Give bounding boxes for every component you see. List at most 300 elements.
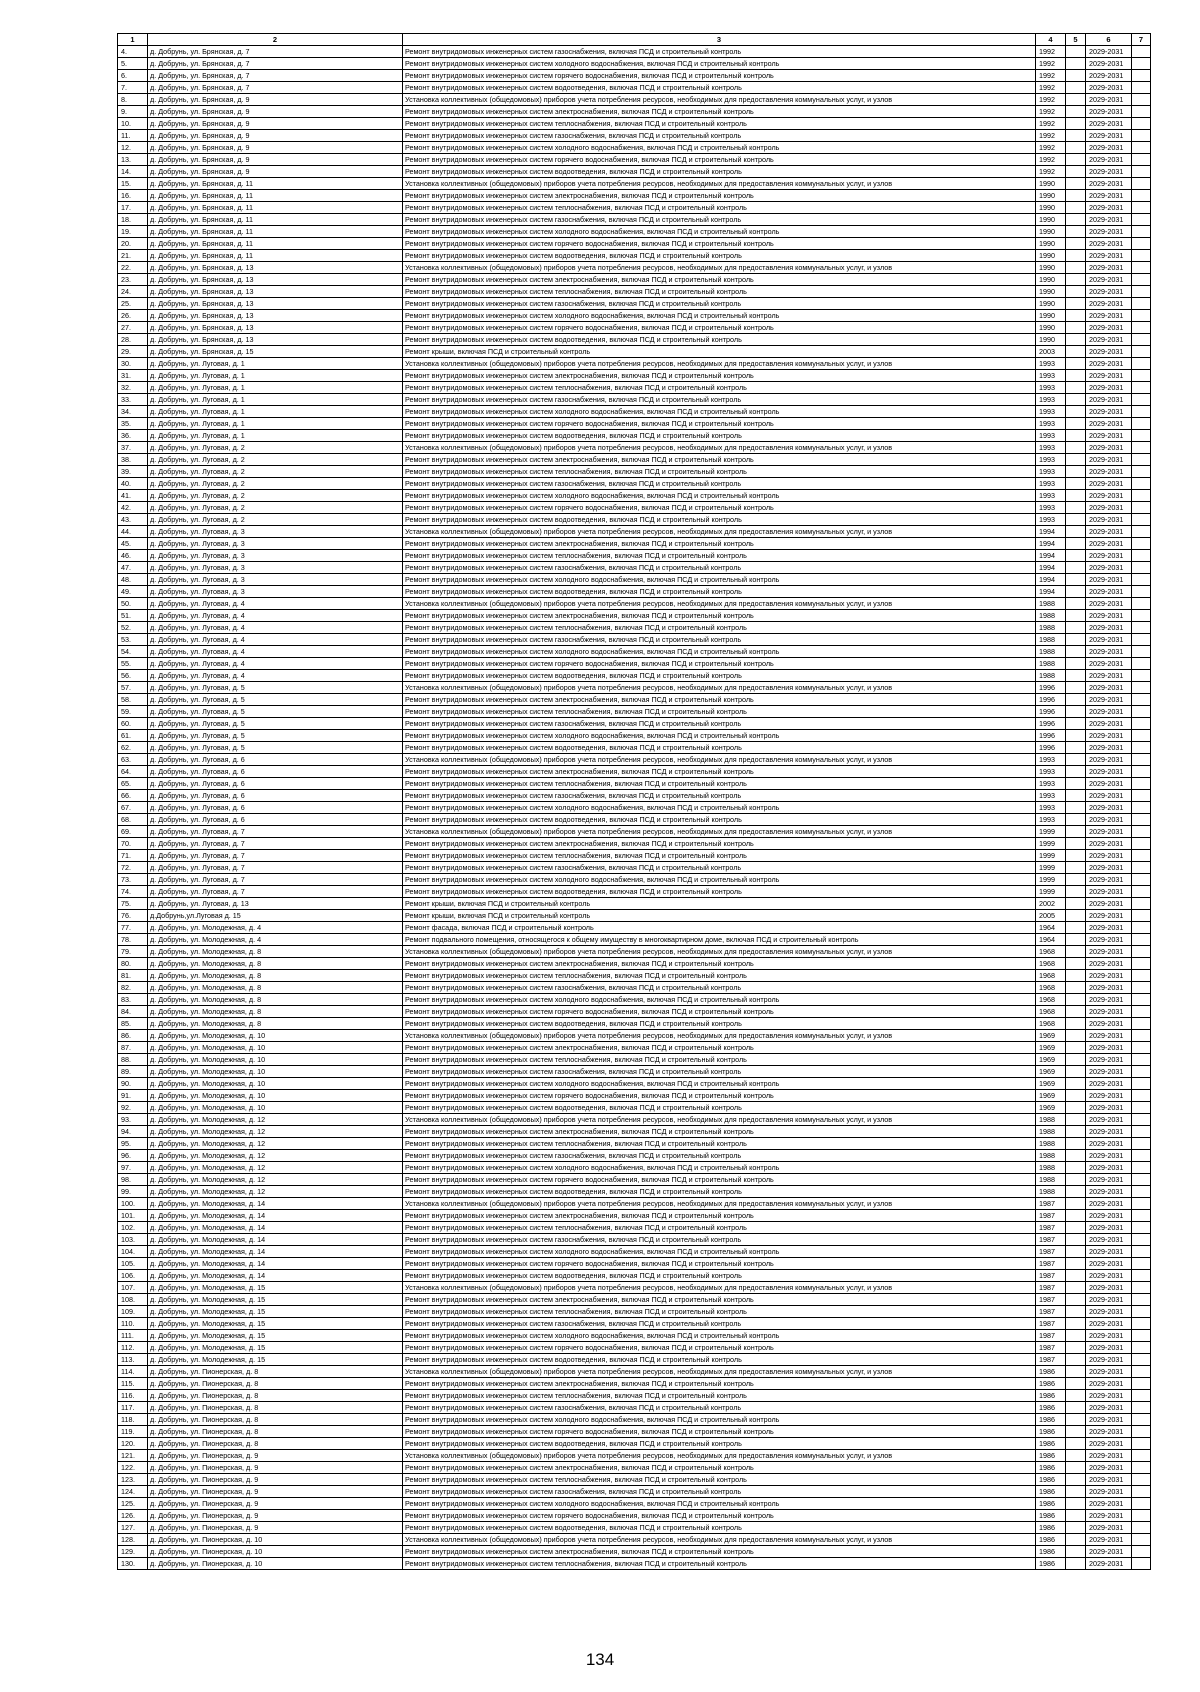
- table-row: [118, 958, 1151, 970]
- address-cell: д. Добрунь, ул. Луговая, д. 5: [148, 718, 403, 730]
- work-description-cell: Ремонт внутридомовых инженерных систем газоснабжения, включая ПСД и строительный контроль: [403, 298, 1036, 310]
- period-cell: 2029-2031: [1086, 418, 1132, 430]
- build-year-cell: 1992: [1036, 154, 1066, 166]
- row-number-cell: 100.: [118, 1198, 148, 1210]
- row-number-cell: 104.: [118, 1246, 148, 1258]
- build-year-cell: 1987: [1036, 1222, 1066, 1234]
- build-year-cell: 1986: [1036, 1486, 1066, 1498]
- table-row: [118, 934, 1151, 946]
- address-cell: д. Добрунь, ул. Молодежная, д. 15: [148, 1342, 403, 1354]
- table-row: [118, 106, 1151, 118]
- table-row: [118, 1450, 1151, 1462]
- work-description-cell: Ремонт фасада, включая ПСД и строительный контроль: [403, 922, 1036, 934]
- row-number-cell: 9.: [118, 106, 148, 118]
- period-cell: 2029-2031: [1086, 226, 1132, 238]
- table-row: [118, 1270, 1151, 1282]
- work-description-cell: Установка коллективных (общедомовых) приборов учета потребления ресурсов, необходимых для предоставления коммунальных услуг, и узлов: [403, 442, 1036, 454]
- address-cell: д. Добрунь, ул. Луговая, д. 4: [148, 610, 403, 622]
- build-year-cell: 1988: [1036, 634, 1066, 646]
- row-number-cell: 64.: [118, 766, 148, 778]
- col-7-cell: [1132, 1318, 1151, 1330]
- col-5-cell: [1066, 586, 1086, 598]
- col-7-cell: [1132, 1306, 1151, 1318]
- build-year-cell: 1968: [1036, 958, 1066, 970]
- col-5-cell: [1066, 970, 1086, 982]
- table-row: [118, 358, 1151, 370]
- col-7-cell: [1132, 130, 1151, 142]
- period-cell: 2029-2031: [1086, 106, 1132, 118]
- address-cell: д. Добрунь, ул. Брянская, д. 9: [148, 106, 403, 118]
- col-5-cell: [1066, 382, 1086, 394]
- work-description-cell: Ремонт внутридомовых инженерных систем газоснабжения, включая ПСД и строительный контроль: [403, 982, 1036, 994]
- col-5-cell: [1066, 1126, 1086, 1138]
- work-description-cell: Ремонт внутридомовых инженерных систем холодного водоснабжения, включая ПСД и строительный контроль: [403, 1246, 1036, 1258]
- col-7-cell: [1132, 1090, 1151, 1102]
- row-number-cell: 6.: [118, 70, 148, 82]
- build-year-cell: 1993: [1036, 514, 1066, 526]
- address-cell: д. Добрунь, ул. Молодежная, д. 14: [148, 1222, 403, 1234]
- col-5-cell: [1066, 1426, 1086, 1438]
- period-cell: 2029-2031: [1086, 1462, 1132, 1474]
- build-year-cell: 1987: [1036, 1282, 1066, 1294]
- address-cell: д. Добрунь, ул. Молодежная, д. 12: [148, 1126, 403, 1138]
- table-row: [118, 442, 1151, 454]
- address-cell: д. Добрунь, ул. Молодежная, д. 12: [148, 1186, 403, 1198]
- table-row: [118, 418, 1151, 430]
- row-number-cell: 12.: [118, 142, 148, 154]
- period-cell: 2029-2031: [1086, 706, 1132, 718]
- work-description-cell: Ремонт внутридомовых инженерных систем теплоснабжения, включая ПСД и строительный контроль: [403, 1474, 1036, 1486]
- address-cell: д. Добрунь, ул. Молодежная, д. 15: [148, 1330, 403, 1342]
- build-year-cell: 1992: [1036, 166, 1066, 178]
- table-row: [118, 130, 1151, 142]
- col-7-cell: [1132, 1486, 1151, 1498]
- work-description-cell: Ремонт внутридомовых инженерных систем электроснабжения, включая ПСД и строительный контроль: [403, 190, 1036, 202]
- period-cell: 2029-2031: [1086, 214, 1132, 226]
- col-5-cell: [1066, 550, 1086, 562]
- address-cell: д. Добрунь, ул. Брянская, д. 13: [148, 334, 403, 346]
- period-cell: 2029-2031: [1086, 1390, 1132, 1402]
- col-5-cell: [1066, 874, 1086, 886]
- col-5-cell: [1066, 514, 1086, 526]
- work-description-cell: Ремонт внутридомовых инженерных систем горячего водоснабжения, включая ПСД и строительный контроль: [403, 1258, 1036, 1270]
- col-7-cell: [1132, 970, 1151, 982]
- col-7-cell: [1132, 1114, 1151, 1126]
- table-row: [118, 262, 1151, 274]
- col-7-cell: [1132, 574, 1151, 586]
- period-cell: 2029-2031: [1086, 886, 1132, 898]
- period-cell: 2029-2031: [1086, 922, 1132, 934]
- build-year-cell: 1992: [1036, 46, 1066, 58]
- row-number-cell: 117.: [118, 1402, 148, 1414]
- col-7-cell: [1132, 106, 1151, 118]
- address-cell: д. Добрунь, ул. Луговая, д. 4: [148, 634, 403, 646]
- work-description-cell: Ремонт внутридомовых инженерных систем электроснабжения, включая ПСД и строительный контроль: [403, 766, 1036, 778]
- address-cell: д. Добрунь, ул. Пионерская, д. 9: [148, 1522, 403, 1534]
- col-7-cell: [1132, 1426, 1151, 1438]
- build-year-cell: 1988: [1036, 598, 1066, 610]
- address-cell: д. Добрунь, ул. Луговая, д. 2: [148, 514, 403, 526]
- address-cell: д. Добрунь, ул. Молодежная, д. 8: [148, 982, 403, 994]
- row-number-cell: 49.: [118, 586, 148, 598]
- build-year-cell: 1988: [1036, 1174, 1066, 1186]
- work-description-cell: Ремонт внутридомовых инженерных систем холодного водоснабжения, включая ПСД и строительный контроль: [403, 730, 1036, 742]
- col-5-cell: [1066, 1258, 1086, 1270]
- col-5-cell: [1066, 718, 1086, 730]
- work-description-cell: Ремонт внутридомовых инженерных систем водоотведения, включая ПСД и строительный контроль: [403, 250, 1036, 262]
- col-7-cell: [1132, 598, 1151, 610]
- build-year-cell: 1988: [1036, 1162, 1066, 1174]
- col-7-cell: [1132, 274, 1151, 286]
- address-cell: д. Добрунь, ул. Луговая, д. 1: [148, 358, 403, 370]
- col-7-cell: [1132, 418, 1151, 430]
- period-cell: 2029-2031: [1086, 442, 1132, 454]
- work-description-cell: Установка коллективных (общедомовых) приборов учета потребления ресурсов, необходимых для предоставления коммунальных услуг, и узлов: [403, 1282, 1036, 1294]
- build-year-cell: 1968: [1036, 946, 1066, 958]
- table-row: [118, 1198, 1151, 1210]
- build-year-cell: 1993: [1036, 418, 1066, 430]
- table-row: [118, 478, 1151, 490]
- build-year-cell: 1987: [1036, 1330, 1066, 1342]
- period-cell: 2029-2031: [1086, 934, 1132, 946]
- period-cell: 2029-2031: [1086, 874, 1132, 886]
- col-5-cell: [1066, 58, 1086, 70]
- period-cell: 2029-2031: [1086, 958, 1132, 970]
- period-cell: 2029-2031: [1086, 850, 1132, 862]
- build-year-cell: 1993: [1036, 442, 1066, 454]
- col-5-cell: [1066, 634, 1086, 646]
- col-7-cell: [1132, 1534, 1151, 1546]
- work-description-cell: Ремонт внутридомовых инженерных систем газоснабжения, включая ПСД и строительный контроль: [403, 1150, 1036, 1162]
- col-7-cell: [1132, 1510, 1151, 1522]
- period-cell: 2029-2031: [1086, 1210, 1132, 1222]
- row-number-cell: 84.: [118, 1006, 148, 1018]
- address-cell: д. Добрунь, ул. Луговая, д. 4: [148, 670, 403, 682]
- table-row: [118, 814, 1151, 826]
- col-5-cell: [1066, 274, 1086, 286]
- row-number-cell: 99.: [118, 1186, 148, 1198]
- address-cell: д. Добрунь, ул. Луговая, д. 6: [148, 778, 403, 790]
- col-7-cell: [1132, 1378, 1151, 1390]
- col-5-cell: [1066, 166, 1086, 178]
- col-7-cell: [1132, 946, 1151, 958]
- period-cell: 2029-2031: [1086, 1258, 1132, 1270]
- address-cell: д. Добрунь, ул. Луговая, д. 7: [148, 826, 403, 838]
- col-5-cell: [1066, 190, 1086, 202]
- build-year-cell: 1964: [1036, 934, 1066, 946]
- work-description-cell: Ремонт внутридомовых инженерных систем холодного водоснабжения, включая ПСД и строительный контроль: [403, 1498, 1036, 1510]
- build-year-cell: 1994: [1036, 562, 1066, 574]
- address-cell: д. Добрунь, ул. Молодежная, д. 15: [148, 1354, 403, 1366]
- col-5-cell: [1066, 562, 1086, 574]
- col-7-cell: [1132, 550, 1151, 562]
- period-cell: 2029-2031: [1086, 430, 1132, 442]
- build-year-cell: 1993: [1036, 790, 1066, 802]
- build-year-cell: 1990: [1036, 250, 1066, 262]
- period-cell: 2029-2031: [1086, 1114, 1132, 1126]
- col-7-cell: [1132, 490, 1151, 502]
- period-cell: 2029-2031: [1086, 1186, 1132, 1198]
- work-description-cell: Ремонт внутридомовых инженерных систем теплоснабжения, включая ПСД и строительный контроль: [403, 550, 1036, 562]
- col-5-cell: [1066, 466, 1086, 478]
- table-row: [118, 94, 1151, 106]
- build-year-cell: 1987: [1036, 1234, 1066, 1246]
- col-7-cell: [1132, 334, 1151, 346]
- work-description-cell: Ремонт внутридомовых инженерных систем холодного водоснабжения, включая ПСД и строительный контроль: [403, 1078, 1036, 1090]
- table-row: [118, 1018, 1151, 1030]
- col-7-cell: [1132, 718, 1151, 730]
- address-cell: д. Добрунь, ул. Пионерская, д. 9: [148, 1450, 403, 1462]
- address-cell: д. Добрунь, ул. Брянская, д. 7: [148, 46, 403, 58]
- period-cell: 2029-2031: [1086, 190, 1132, 202]
- period-cell: 2029-2031: [1086, 406, 1132, 418]
- col-5-cell: [1066, 1078, 1086, 1090]
- row-number-cell: 51.: [118, 610, 148, 622]
- build-year-cell: 1988: [1036, 1114, 1066, 1126]
- table-row: [118, 1030, 1151, 1042]
- row-number-cell: 118.: [118, 1414, 148, 1426]
- col-5-cell: [1066, 694, 1086, 706]
- col-7-cell: [1132, 646, 1151, 658]
- work-description-cell: Установка коллективных (общедомовых) приборов учета потребления ресурсов, необходимых для предоставления коммунальных услуг, и узлов: [403, 1366, 1036, 1378]
- work-description-cell: Ремонт внутридомовых инженерных систем горячего водоснабжения, включая ПСД и строительный контроль: [403, 1342, 1036, 1354]
- table-row: [118, 1234, 1151, 1246]
- address-cell: д. Добрунь, ул. Луговая, д. 1: [148, 394, 403, 406]
- build-year-cell: 2003: [1036, 346, 1066, 358]
- table-row: [118, 1078, 1151, 1090]
- address-cell: д. Добрунь, ул. Луговая, д. 7: [148, 874, 403, 886]
- build-year-cell: 1992: [1036, 82, 1066, 94]
- build-year-cell: 1987: [1036, 1342, 1066, 1354]
- work-description-cell: Ремонт внутридомовых инженерных систем теплоснабжения, включая ПСД и строительный контроль: [403, 1390, 1036, 1402]
- table-row: [118, 826, 1151, 838]
- build-year-cell: 1986: [1036, 1426, 1066, 1438]
- address-cell: д. Добрунь, ул. Луговая, д. 6: [148, 814, 403, 826]
- address-cell: д. Добрунь, ул. Молодежная, д. 14: [148, 1258, 403, 1270]
- period-cell: 2029-2031: [1086, 838, 1132, 850]
- table-row: [118, 310, 1151, 322]
- period-cell: 2029-2031: [1086, 994, 1132, 1006]
- address-cell: д. Добрунь, ул. Брянская, д. 9: [148, 94, 403, 106]
- build-year-cell: 1987: [1036, 1270, 1066, 1282]
- col-7-cell: [1132, 586, 1151, 598]
- col-5-cell: [1066, 1102, 1086, 1114]
- build-year-cell: 1987: [1036, 1294, 1066, 1306]
- row-number-cell: 113.: [118, 1354, 148, 1366]
- row-number-cell: 27.: [118, 322, 148, 334]
- work-description-cell: Ремонт внутридомовых инженерных систем электроснабжения, включая ПСД и строительный контроль: [403, 1462, 1036, 1474]
- period-cell: 2029-2031: [1086, 1222, 1132, 1234]
- col-7-cell: [1132, 286, 1151, 298]
- address-cell: д. Добрунь, ул. Луговая, д. 3: [148, 586, 403, 598]
- table-row: [118, 166, 1151, 178]
- period-cell: 2029-2031: [1086, 1546, 1132, 1558]
- work-description-cell: Ремонт внутридомовых инженерных систем холодного водоснабжения, включая ПСД и строительный контроль: [403, 1414, 1036, 1426]
- address-cell: д. Добрунь, ул. Пионерская, д. 8: [148, 1414, 403, 1426]
- table-header-row: [118, 34, 1151, 46]
- table-row: [118, 874, 1151, 886]
- address-cell: д. Добрунь, ул. Луговая, д. 3: [148, 550, 403, 562]
- build-year-cell: 1969: [1036, 1054, 1066, 1066]
- table-row: [118, 886, 1151, 898]
- col-7-cell: [1132, 118, 1151, 130]
- row-number-cell: 96.: [118, 1150, 148, 1162]
- work-description-cell: Ремонт внутридомовых инженерных систем газоснабжения, включая ПСД и строительный контроль: [403, 562, 1036, 574]
- col-7-cell: [1132, 562, 1151, 574]
- table-row: [118, 142, 1151, 154]
- col-5-cell: [1066, 1342, 1086, 1354]
- build-year-cell: 1987: [1036, 1210, 1066, 1222]
- work-description-cell: Ремонт внутридомовых инженерных систем горячего водоснабжения, включая ПСД и строительный контроль: [403, 1090, 1036, 1102]
- build-year-cell: 1988: [1036, 658, 1066, 670]
- table-row: [118, 1114, 1151, 1126]
- work-description-cell: Ремонт внутридомовых инженерных систем водоотведения, включая ПСД и строительный контроль: [403, 514, 1036, 526]
- address-cell: д. Добрунь, ул. Молодежная, д. 14: [148, 1198, 403, 1210]
- address-cell: д. Добрунь, ул. Луговая, д. 5: [148, 694, 403, 706]
- col-7-cell: [1132, 622, 1151, 634]
- col-5-cell: [1066, 910, 1086, 922]
- address-cell: д. Добрунь, ул. Луговая, д. 2: [148, 454, 403, 466]
- address-cell: д. Добрунь, ул. Пионерская, д. 10: [148, 1534, 403, 1546]
- col-7-cell: [1132, 1270, 1151, 1282]
- table-row: [118, 226, 1151, 238]
- address-cell: д. Добрунь, ул. Луговая, д. 3: [148, 574, 403, 586]
- row-number-cell: 26.: [118, 310, 148, 322]
- table-row: [118, 1390, 1151, 1402]
- row-number-cell: 61.: [118, 730, 148, 742]
- col-5-cell: [1066, 1222, 1086, 1234]
- build-year-cell: 1968: [1036, 994, 1066, 1006]
- period-cell: 2029-2031: [1086, 1438, 1132, 1450]
- period-cell: 2029-2031: [1086, 1306, 1132, 1318]
- period-cell: 2029-2031: [1086, 562, 1132, 574]
- col-5-cell: [1066, 670, 1086, 682]
- work-description-cell: Ремонт внутридомовых инженерных систем водоотведения, включая ПСД и строительный контроль: [403, 1522, 1036, 1534]
- build-year-cell: 1990: [1036, 298, 1066, 310]
- period-cell: 2029-2031: [1086, 394, 1132, 406]
- row-number-cell: 68.: [118, 814, 148, 826]
- col-7-cell: [1132, 958, 1151, 970]
- build-year-cell: 1988: [1036, 1150, 1066, 1162]
- build-year-cell: 1993: [1036, 778, 1066, 790]
- col-5-cell: [1066, 358, 1086, 370]
- table-row: [118, 502, 1151, 514]
- period-cell: 2029-2031: [1086, 1426, 1132, 1438]
- col-5-cell: [1066, 1318, 1086, 1330]
- col-7-cell: [1132, 394, 1151, 406]
- col-5-cell: [1066, 1438, 1086, 1450]
- work-description-cell: Ремонт внутридомовых инженерных систем водоотведения, включая ПСД и строительный контроль: [403, 1438, 1036, 1450]
- table-row: [118, 322, 1151, 334]
- table-row: [118, 634, 1151, 646]
- table-row: [118, 778, 1151, 790]
- build-year-cell: 1969: [1036, 1090, 1066, 1102]
- period-cell: 2029-2031: [1086, 1378, 1132, 1390]
- table-row: [118, 1342, 1151, 1354]
- period-cell: 2029-2031: [1086, 370, 1132, 382]
- col-7-cell: [1132, 994, 1151, 1006]
- col-5-cell: [1066, 1450, 1086, 1462]
- work-description-cell: Ремонт внутридомовых инженерных систем газоснабжения, включая ПСД и строительный контроль: [403, 214, 1036, 226]
- build-year-cell: 1992: [1036, 130, 1066, 142]
- row-number-cell: 13.: [118, 154, 148, 166]
- work-description-cell: Ремонт внутридомовых инженерных систем электроснабжения, включая ПСД и строительный контроль: [403, 1294, 1036, 1306]
- work-description-cell: Ремонт внутридомовых инженерных систем теплоснабжения, включая ПСД и строительный контроль: [403, 622, 1036, 634]
- work-description-cell: Ремонт подвального помещения, относящегося к общему имуществу в многоквартирном доме, включая ПСД и строительный контроль: [403, 934, 1036, 946]
- build-year-cell: 1999: [1036, 838, 1066, 850]
- work-description-cell: Ремонт внутридомовых инженерных систем газоснабжения, включая ПСД и строительный контроль: [403, 1402, 1036, 1414]
- table-row: [118, 1222, 1151, 1234]
- table-row: [118, 1330, 1151, 1342]
- row-number-cell: 110.: [118, 1318, 148, 1330]
- build-year-cell: 1994: [1036, 574, 1066, 586]
- work-description-cell: Ремонт внутридомовых инженерных систем газоснабжения, включая ПСД и строительный контроль: [403, 1486, 1036, 1498]
- row-number-cell: 86.: [118, 1030, 148, 1042]
- work-description-cell: Установка коллективных (общедомовых) приборов учета потребления ресурсов, необходимых для предоставления коммунальных услуг, и узлов: [403, 1450, 1036, 1462]
- work-description-cell: Ремонт внутридомовых инженерных систем холодного водоснабжения, включая ПСД и строительный контроль: [403, 142, 1036, 154]
- address-cell: д. Добрунь, ул. Брянская, д. 7: [148, 58, 403, 70]
- address-cell: д. Добрунь, ул. Брянская, д. 9: [148, 166, 403, 178]
- period-cell: 2029-2031: [1086, 1486, 1132, 1498]
- table-row: [118, 1402, 1151, 1414]
- address-cell: д. Добрунь, ул. Луговая, д. 2: [148, 502, 403, 514]
- col-7-cell: [1132, 1174, 1151, 1186]
- row-number-cell: 87.: [118, 1042, 148, 1054]
- row-number-cell: 112.: [118, 1342, 148, 1354]
- col-7-cell: [1132, 1102, 1151, 1114]
- row-number-cell: 101.: [118, 1210, 148, 1222]
- col-7-cell: [1132, 1246, 1151, 1258]
- work-description-cell: Установка коллективных (общедомовых) приборов учета потребления ресурсов, необходимых для предоставления коммунальных услуг, и узлов: [403, 598, 1036, 610]
- col-7-cell: [1132, 190, 1151, 202]
- work-description-cell: Ремонт внутридомовых инженерных систем электроснабжения, включая ПСД и строительный контроль: [403, 610, 1036, 622]
- period-cell: 2029-2031: [1086, 274, 1132, 286]
- work-description-cell: Ремонт внутридомовых инженерных систем водоотведения, включая ПСД и строительный контроль: [403, 82, 1036, 94]
- period-cell: 2029-2031: [1086, 1366, 1132, 1378]
- address-cell: д. Добрунь, ул. Брянская, д. 9: [148, 154, 403, 166]
- period-cell: 2029-2031: [1086, 754, 1132, 766]
- row-number-cell: 25.: [118, 298, 148, 310]
- row-number-cell: 44.: [118, 526, 148, 538]
- work-description-cell: Ремонт внутридомовых инженерных систем газоснабжения, включая ПСД и строительный контроль: [403, 634, 1036, 646]
- table-row: [118, 46, 1151, 58]
- build-year-cell: 1999: [1036, 874, 1066, 886]
- col-5-cell: [1066, 1006, 1086, 1018]
- col-5-cell: [1066, 286, 1086, 298]
- period-cell: 2029-2031: [1086, 898, 1132, 910]
- work-description-cell: Ремонт внутридомовых инженерных систем горячего водоснабжения, включая ПСД и строительный контроль: [403, 1174, 1036, 1186]
- build-year-cell: 1987: [1036, 1258, 1066, 1270]
- build-year-cell: 1996: [1036, 706, 1066, 718]
- row-number-cell: 54.: [118, 646, 148, 658]
- work-description-cell: Ремонт внутридомовых инженерных систем электроснабжения, включая ПСД и строительный контроль: [403, 838, 1036, 850]
- table-row: [118, 1006, 1151, 1018]
- row-number-cell: 130.: [118, 1558, 148, 1570]
- work-description-cell: Ремонт внутридомовых инженерных систем газоснабжения, включая ПСД и строительный контроль: [403, 478, 1036, 490]
- col-7-cell: [1132, 202, 1151, 214]
- col-5-cell: [1066, 1198, 1086, 1210]
- row-number-cell: 35.: [118, 418, 148, 430]
- col-5-cell: [1066, 1558, 1086, 1570]
- table-row: [118, 862, 1151, 874]
- col-7-cell: [1132, 1210, 1151, 1222]
- period-cell: 2029-2031: [1086, 778, 1132, 790]
- col-7-cell: [1132, 178, 1151, 190]
- build-year-cell: 1992: [1036, 142, 1066, 154]
- col-5-cell: [1066, 1462, 1086, 1474]
- period-cell: 2029-2031: [1086, 694, 1132, 706]
- build-year-cell: 1990: [1036, 190, 1066, 202]
